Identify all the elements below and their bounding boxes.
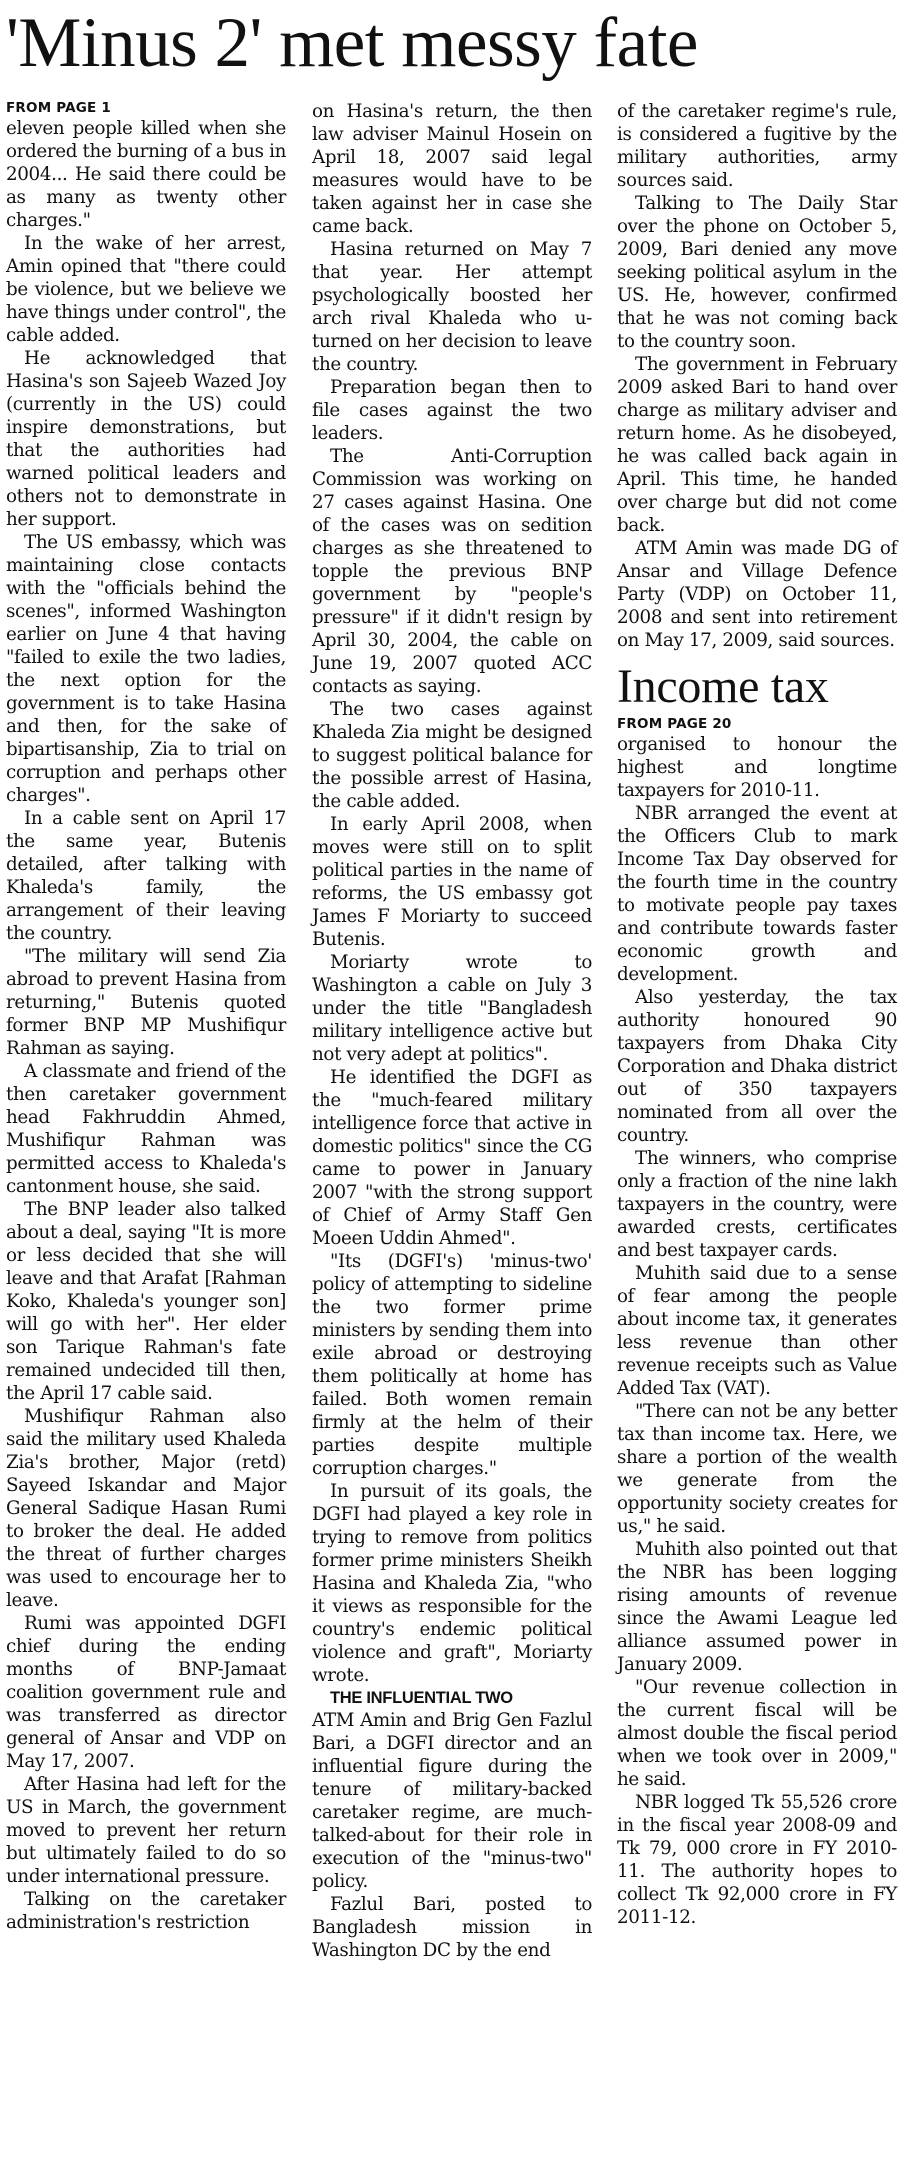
paragraph: on Hasina's return, the then law adviser Mainul Hosein on April 18, 2007 said legal measures would have to be taken against her in case she came back. [312,101,592,237]
paragraph: The government in February 2009 asked Bari to hand over charge as military adviser and return home. As he disobeyed, he was called back again in April. This time, he handed over charge but did not come back. [617,354,897,536]
paragraph: Rumi was appointed DGFI chief during the ending months of BNP-Jamaat coalition government rule and was transferred as director general of Ansar and VDP on May 17, 2007. [6,1613,286,1772]
article-headline: 'Minus 2' met messy fate [6,4,698,82]
paragraph: In early April 2008, when moves were still on to split political parties in the name of reforms, the US embassy got James F Moriarty to succeed Butenis. [312,814,592,950]
paragraph: Hasina returned on May 7 that year. Her attempt psychologically boosted her arch rival Khaleda who u-turned on her decision to leave the country. [312,239,592,375]
subhead-influential-two: THE INFLUENTIAL TWO [330,1689,513,1707]
paragraph: NBR arranged the event at the Officers Club to mark Income Tax Day observed for the fourth time in the country to motivate people pay taxes and contribute towards faster economic growth and development. [617,803,897,985]
paragraph: He acknowledged that Hasina's son Sajeeb Wazed Joy (currently in the US) could inspire demonstrations, but that the authorities had warned political leaders and others not to demonstrate in her support. [6,348,286,530]
paragraph: A classmate and friend of the then caretaker government head Fakhruddin Ahmed, Mushifiqur Rahman was permitted access to Khaleda's cantonment house, she said. [6,1061,286,1197]
continuation-kicker: FROM PAGE 20 [617,716,732,732]
paragraph: In a cable sent on April 17 the same year, Butenis detailed, after talking with Khaleda's family, the arrangement of their leaving the country. [6,808,286,944]
paragraph: After Hasina had left for the US in March, the government moved to prevent her return but ultimately failed to do so under international pressure. [6,1774,286,1887]
paragraph: "The military will send Zia abroad to prevent Hasina from returning," Butenis quoted former BNP MP Mushifiqur Rahman as saying. [6,946,286,1059]
paragraph: "There can not be any better tax than income tax. Here, we share a portion of the wealth we generate from the opportunity society creates for us," he said. [617,1401,897,1537]
paragraph: The Anti-Corruption Commission was working on 27 cases against Hasina. One of the cases was on sedition charges as she threatened to topple the previous BNP government by "people's pressure" if it didn't resign by April 30, 2004, the cable on June 19, 2007 quoted ACC contacts as saying. [312,446,592,697]
column-1 [6,100,286,1934]
paragraph: In pursuit of its goals, the DGFI had played a key role in trying to remove from politics former prime ministers Sheikh Hasina and Khaleda Zia, "who it views as responsible for the country's endemic political violence and graft", Moriarty wrote. [312,1481,592,1686]
paragraph: ATM Amin was made DG of Ansar and Village Defence Party (VDP) on October 11, 2008 and sent into retirement on May 17, 2009, said sources. [617,538,897,651]
paragraph: Fazlul Bari, posted to Bangladesh mission in Washington DC by the end [312,1894,592,1961]
paragraph: The US embassy, which was maintaining close contacts with the "officials behind the scenes", informed Washington earlier on June 4 that having "failed to exile the two ladies, the next option for the government is to take Hasina and then, for the sake of bipartisanship, Zia to trial on corruption and perhaps other charges". [6,532,286,806]
paragraph: NBR logged Tk 55,526 crore in the fiscal year 2008-09 and Tk 79, 000 crore in FY 2010-11. The authority hopes to collect Tk 92,000 crore in FY 2011-12. [617,1792,897,1928]
paragraph: of the caretaker regime's rule, is considered a fugitive by the military authorities, army sources said. [617,101,897,191]
paragraph: Preparation began then to file cases against the two leaders. [312,377,592,444]
paragraph: eleven people killed when she ordered the burning of a bus in 2004... He said there could be as many as twenty other charges." [6,118,286,231]
paragraph: Talking on the caretaker administration's restriction [6,1889,286,1933]
continuation-kicker: FROM PAGE 1 [6,100,111,116]
paragraph: "Our revenue collection in the current fiscal will be almost double the fiscal period when we took over in 2009," he said. [617,1677,897,1790]
paragraph: Moriarty wrote to Washington a cable on July 3 under the title "Bangladesh military intelligence active but not very adept at politics". [312,952,592,1065]
paragraph: Talking to The Daily Star over the phone on October 5, 2009, Bari denied any move seeking political asylum in the US. He, however, confirmed that he was not coming back to the country soon. [617,193,897,352]
income-tax-headline: Income tax [617,660,829,713]
paragraph: Muhith also pointed out that the NBR has been logging rising amounts of revenue since the Awami League led alliance assumed power in January 2009. [617,1539,897,1675]
paragraph: The winners, who comprise only a fraction of the nine lakh taxpayers in the country, were awarded crests, certificates and best taxpayer cards. [617,1148,897,1261]
paragraph: ATM Amin and Brig Gen Fazlul Bari, a DGFI director and an influential figure during the tenure of military-backed caretaker regime, are much-talked-about for their role in execution of the "minus-two" policy. [312,1710,592,1892]
paragraph: Muhith said due to a sense of fear among the people about income tax, it generates less revenue than other revenue receipts such as Value Added Tax (VAT). [617,1263,897,1399]
paragraph: "Its (DGFI's) 'minus-two' policy of attempting to sideline the two former prime ministers by sending them into exile abroad or destroying them politically at home has failed. Both women remain firmly at the helm of their parties despite multiple corruption charges." [312,1251,592,1479]
paragraph: Also yesterday, the tax authority honoured 90 taxpayers from Dhaka City Corporation and Dhaka district out of 350 taxpayers nominated from all over the country. [617,987,897,1146]
paragraph: He identified the DGFI as the "much-feared military intelligence force that active in domestic politics" since the CG came to power in January 2007 "with the strong support of Chief of Army Staff Gen Moeen Uddin Ahmed". [312,1067,592,1249]
paragraph: In the wake of her arrest, Amin opined that "there could be violence, but we believe we have things under control", the cable added. [6,233,286,346]
paragraph: organised to honour the highest and longtime taxpayers for 2010-11. [617,734,897,801]
paragraph: The BNP leader also talked about a deal, saying "It is more or less decided that she will leave and that Arafat [Rahman Koko, Khaleda's younger son] will go with her". Her elder son Tarique Rahman's fate remained undecided till then, the April 17 cable said. [6,1199,286,1404]
paragraph: Mushifiqur Rahman also said the military used Khaleda Zia's brother, Major (retd) Sayeed Iskandar and Major General Sadique Hasan Rumi to broker the deal. He added the threat of further charges was used to encourage her to leave. [6,1406,286,1611]
column-3 [617,100,897,1929]
paragraph: The two cases against Khaleda Zia might be designed to suggest political balance for the possible arrest of Hasina, the cable added. [312,699,592,812]
column-2 [312,100,592,1962]
